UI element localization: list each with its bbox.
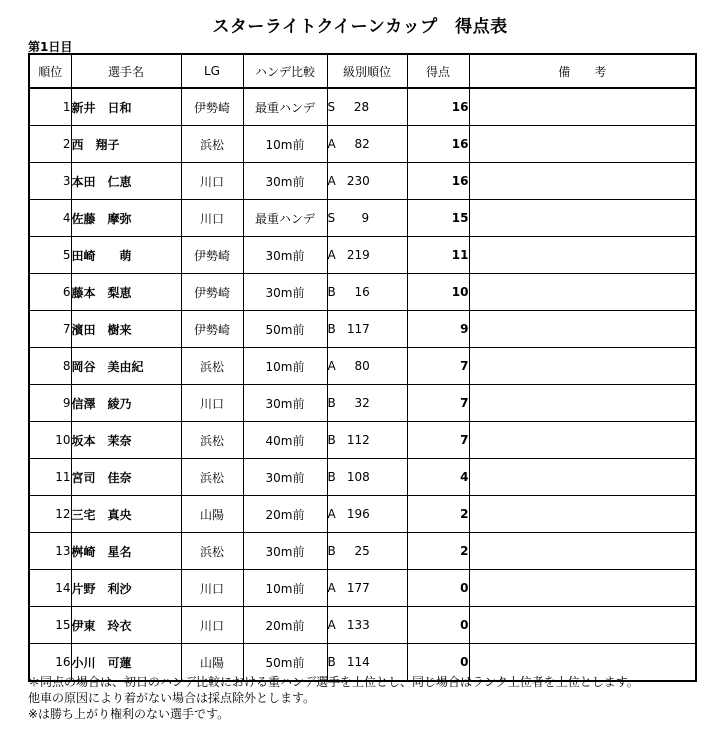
league-cell: 川口 (181, 163, 243, 200)
rank-cell: 3 (29, 163, 71, 200)
table-header-row (29, 54, 696, 88)
league-cell: 伊勢崎 (181, 237, 243, 274)
points-cell: 9 (407, 311, 469, 348)
class-rank-cell (327, 459, 407, 496)
class-letter: B (327, 655, 336, 669)
rank-cell: 6 (29, 274, 71, 311)
footnote-tiebreak: ＊同点の場合は、初日のハンデ比較における重ハンデ選手を上位とし、同じ場合はランク上位者を上位とします。 (28, 675, 639, 689)
table-row (29, 237, 696, 274)
rank-cell: 2 (29, 126, 71, 163)
rider-name-cell: 藤本 梨恵 (71, 274, 181, 311)
rider-name-cell: 佐藤 摩弥 (71, 200, 181, 237)
class-letter: A (327, 137, 336, 151)
handicap-cell: 50m前 (243, 311, 327, 348)
rider-name-cell: 三宅 真央 (71, 496, 181, 533)
remarks-cell (469, 88, 696, 126)
handicap-cell: 30m前 (243, 533, 327, 570)
class-number: 80 (354, 359, 370, 373)
table-row (29, 570, 696, 607)
class-letter: B (327, 470, 336, 484)
table-row (29, 311, 696, 348)
remarks-cell (469, 126, 696, 163)
table-row (29, 200, 696, 237)
rank-cell: 12 (29, 496, 71, 533)
column-header-points: 得点 (407, 54, 469, 88)
class-number: 25 (354, 544, 370, 558)
class-rank-cell (327, 237, 407, 274)
class-number: 114 (346, 655, 370, 669)
table-row (29, 348, 696, 385)
table-row (29, 607, 696, 644)
rider-name-cell: 小川 可蓮 (71, 644, 181, 682)
league-cell: 浜松 (181, 422, 243, 459)
class-rank-cell (327, 533, 407, 570)
class-rank-cell (327, 422, 407, 459)
footnote-exclusion: 他車の原因により着がない場合は採点除外とします。 (28, 691, 316, 705)
league-cell: 川口 (181, 570, 243, 607)
remarks-cell (469, 311, 696, 348)
rider-name-cell: 本田 仁恵 (71, 163, 181, 200)
table-row (29, 459, 696, 496)
league-cell: 川口 (181, 200, 243, 237)
score-table (28, 53, 697, 682)
rider-name-cell: 新井 日和 (71, 88, 181, 126)
class-number: 32 (354, 396, 370, 410)
rider-name-cell: 岡谷 美由紀 (71, 348, 181, 385)
rank-cell: 1 (29, 88, 71, 126)
points-cell: 0 (407, 607, 469, 644)
table-row (29, 274, 696, 311)
class-letter: A (327, 581, 336, 595)
handicap-cell: 20m前 (243, 607, 327, 644)
league-cell: 浜松 (181, 533, 243, 570)
table-row (29, 533, 696, 570)
class-rank-cell (327, 385, 407, 422)
handicap-cell: 10m前 (243, 348, 327, 385)
remarks-cell (469, 274, 696, 311)
table-row (29, 126, 696, 163)
remarks-cell (469, 496, 696, 533)
class-rank-cell (327, 496, 407, 533)
league-cell: 伊勢崎 (181, 274, 243, 311)
class-number: 196 (346, 507, 370, 521)
class-number: 82 (354, 137, 370, 151)
points-cell: 16 (407, 88, 469, 126)
league-cell: 浜松 (181, 459, 243, 496)
league-cell: 浜松 (181, 348, 243, 385)
points-cell: 16 (407, 126, 469, 163)
points-cell: 7 (407, 385, 469, 422)
remarks-cell (469, 348, 696, 385)
class-rank-cell (327, 88, 407, 126)
remarks-cell (469, 607, 696, 644)
class-letter: A (327, 618, 336, 632)
table-row (29, 385, 696, 422)
class-number: 112 (346, 433, 370, 447)
rider-name-cell: 坂本 茉奈 (71, 422, 181, 459)
league-cell: 伊勢崎 (181, 311, 243, 348)
class-letter: S (327, 211, 336, 225)
rider-name-cell: 片野 利沙 (71, 570, 181, 607)
points-cell: 0 (407, 644, 469, 682)
class-letter: B (327, 285, 336, 299)
handicap-cell: 30m前 (243, 237, 327, 274)
handicap-cell: 20m前 (243, 496, 327, 533)
league-cell: 伊勢崎 (181, 88, 243, 126)
rank-cell: 13 (29, 533, 71, 570)
table-row (29, 88, 696, 126)
points-cell: 11 (407, 237, 469, 274)
class-rank-cell (327, 200, 407, 237)
handicap-cell: 10m前 (243, 126, 327, 163)
class-number: 28 (353, 100, 370, 114)
class-rank-cell (327, 607, 407, 644)
class-rank-cell (327, 348, 407, 385)
league-cell: 浜松 (181, 126, 243, 163)
league-cell: 山陽 (181, 496, 243, 533)
league-cell: 川口 (181, 607, 243, 644)
remarks-cell (469, 533, 696, 570)
remarks-cell (469, 200, 696, 237)
column-header-name: 選手名 (71, 54, 181, 88)
class-number: 9 (361, 211, 370, 225)
column-header-handicap: ハンデ比較 (243, 54, 327, 88)
handicap-cell: 40m前 (243, 422, 327, 459)
points-cell: 0 (407, 570, 469, 607)
table-row (29, 422, 696, 459)
rank-cell: 14 (29, 570, 71, 607)
rank-cell: 10 (29, 422, 71, 459)
points-cell: 4 (407, 459, 469, 496)
handicap-cell: 10m前 (243, 570, 327, 607)
page-title: スターライトクイーンカップ 得点表 (212, 17, 508, 37)
handicap-cell: 最重ハンデ (243, 200, 327, 237)
class-rank-cell (327, 274, 407, 311)
rider-name-cell: 宮司 佳奈 (71, 459, 181, 496)
table-row (29, 496, 696, 533)
points-cell: 2 (407, 496, 469, 533)
remarks-cell (469, 385, 696, 422)
rank-cell: 5 (29, 237, 71, 274)
rank-cell: 15 (29, 607, 71, 644)
remarks-cell (469, 570, 696, 607)
handicap-cell: 30m前 (243, 163, 327, 200)
class-letter: B (327, 433, 336, 447)
rider-name-cell: 伊東 玲衣 (71, 607, 181, 644)
class-number: 177 (346, 581, 370, 595)
league-cell: 山陽 (181, 644, 243, 682)
class-letter: S (327, 100, 336, 114)
column-header-rank: 順位 (29, 54, 71, 88)
points-cell: 7 (407, 348, 469, 385)
remarks-cell (469, 163, 696, 200)
class-letter: A (327, 507, 336, 521)
class-number: 133 (346, 618, 370, 632)
table-row (29, 163, 696, 200)
class-number: 219 (346, 248, 370, 262)
remarks-cell (469, 459, 696, 496)
day-label: 第1日目 (28, 40, 73, 54)
rider-name-cell: 田崎 萌 (71, 237, 181, 274)
handicap-cell: 30m前 (243, 459, 327, 496)
points-cell: 10 (407, 274, 469, 311)
rider-name-cell: 桝崎 星名 (71, 533, 181, 570)
handicap-cell: 30m前 (243, 385, 327, 422)
points-cell: 16 (407, 163, 469, 200)
rider-name-cell: 信澤 綾乃 (71, 385, 181, 422)
class-rank-cell (327, 163, 407, 200)
rank-cell: 9 (29, 385, 71, 422)
class-number: 108 (346, 470, 370, 484)
class-letter: A (327, 248, 336, 262)
rider-name-cell: 西 翔子 (71, 126, 181, 163)
footnote-no-advance: ※は勝ち上がり権利のない選手です。 (28, 707, 230, 721)
points-cell: 2 (407, 533, 469, 570)
rank-cell: 4 (29, 200, 71, 237)
rank-cell: 7 (29, 311, 71, 348)
handicap-cell: 最重ハンデ (243, 88, 327, 126)
class-letter: B (327, 322, 336, 336)
column-header-class-rank: 級別順位 (327, 54, 407, 88)
footnotes (28, 674, 639, 722)
remarks-cell (469, 237, 696, 274)
column-header-lg: LG (181, 54, 243, 88)
class-rank-cell (327, 570, 407, 607)
rank-cell: 8 (29, 348, 71, 385)
points-cell: 7 (407, 422, 469, 459)
handicap-cell: 50m前 (243, 644, 327, 682)
class-number: 230 (346, 174, 370, 188)
class-number: 117 (346, 322, 370, 336)
class-rank-cell (327, 126, 407, 163)
rank-cell: 16 (29, 644, 71, 682)
remarks-cell (469, 422, 696, 459)
rider-name-cell: 濱田 樹来 (71, 311, 181, 348)
class-letter: A (327, 359, 336, 373)
column-header-remarks: 備 考 (469, 54, 696, 88)
class-number: 16 (354, 285, 370, 299)
league-cell: 川口 (181, 385, 243, 422)
class-rank-cell (327, 311, 407, 348)
rank-cell: 11 (29, 459, 71, 496)
points-cell: 15 (407, 200, 469, 237)
class-letter: B (327, 544, 336, 558)
class-letter: B (327, 396, 336, 410)
handicap-cell: 30m前 (243, 274, 327, 311)
class-letter: A (327, 174, 336, 188)
